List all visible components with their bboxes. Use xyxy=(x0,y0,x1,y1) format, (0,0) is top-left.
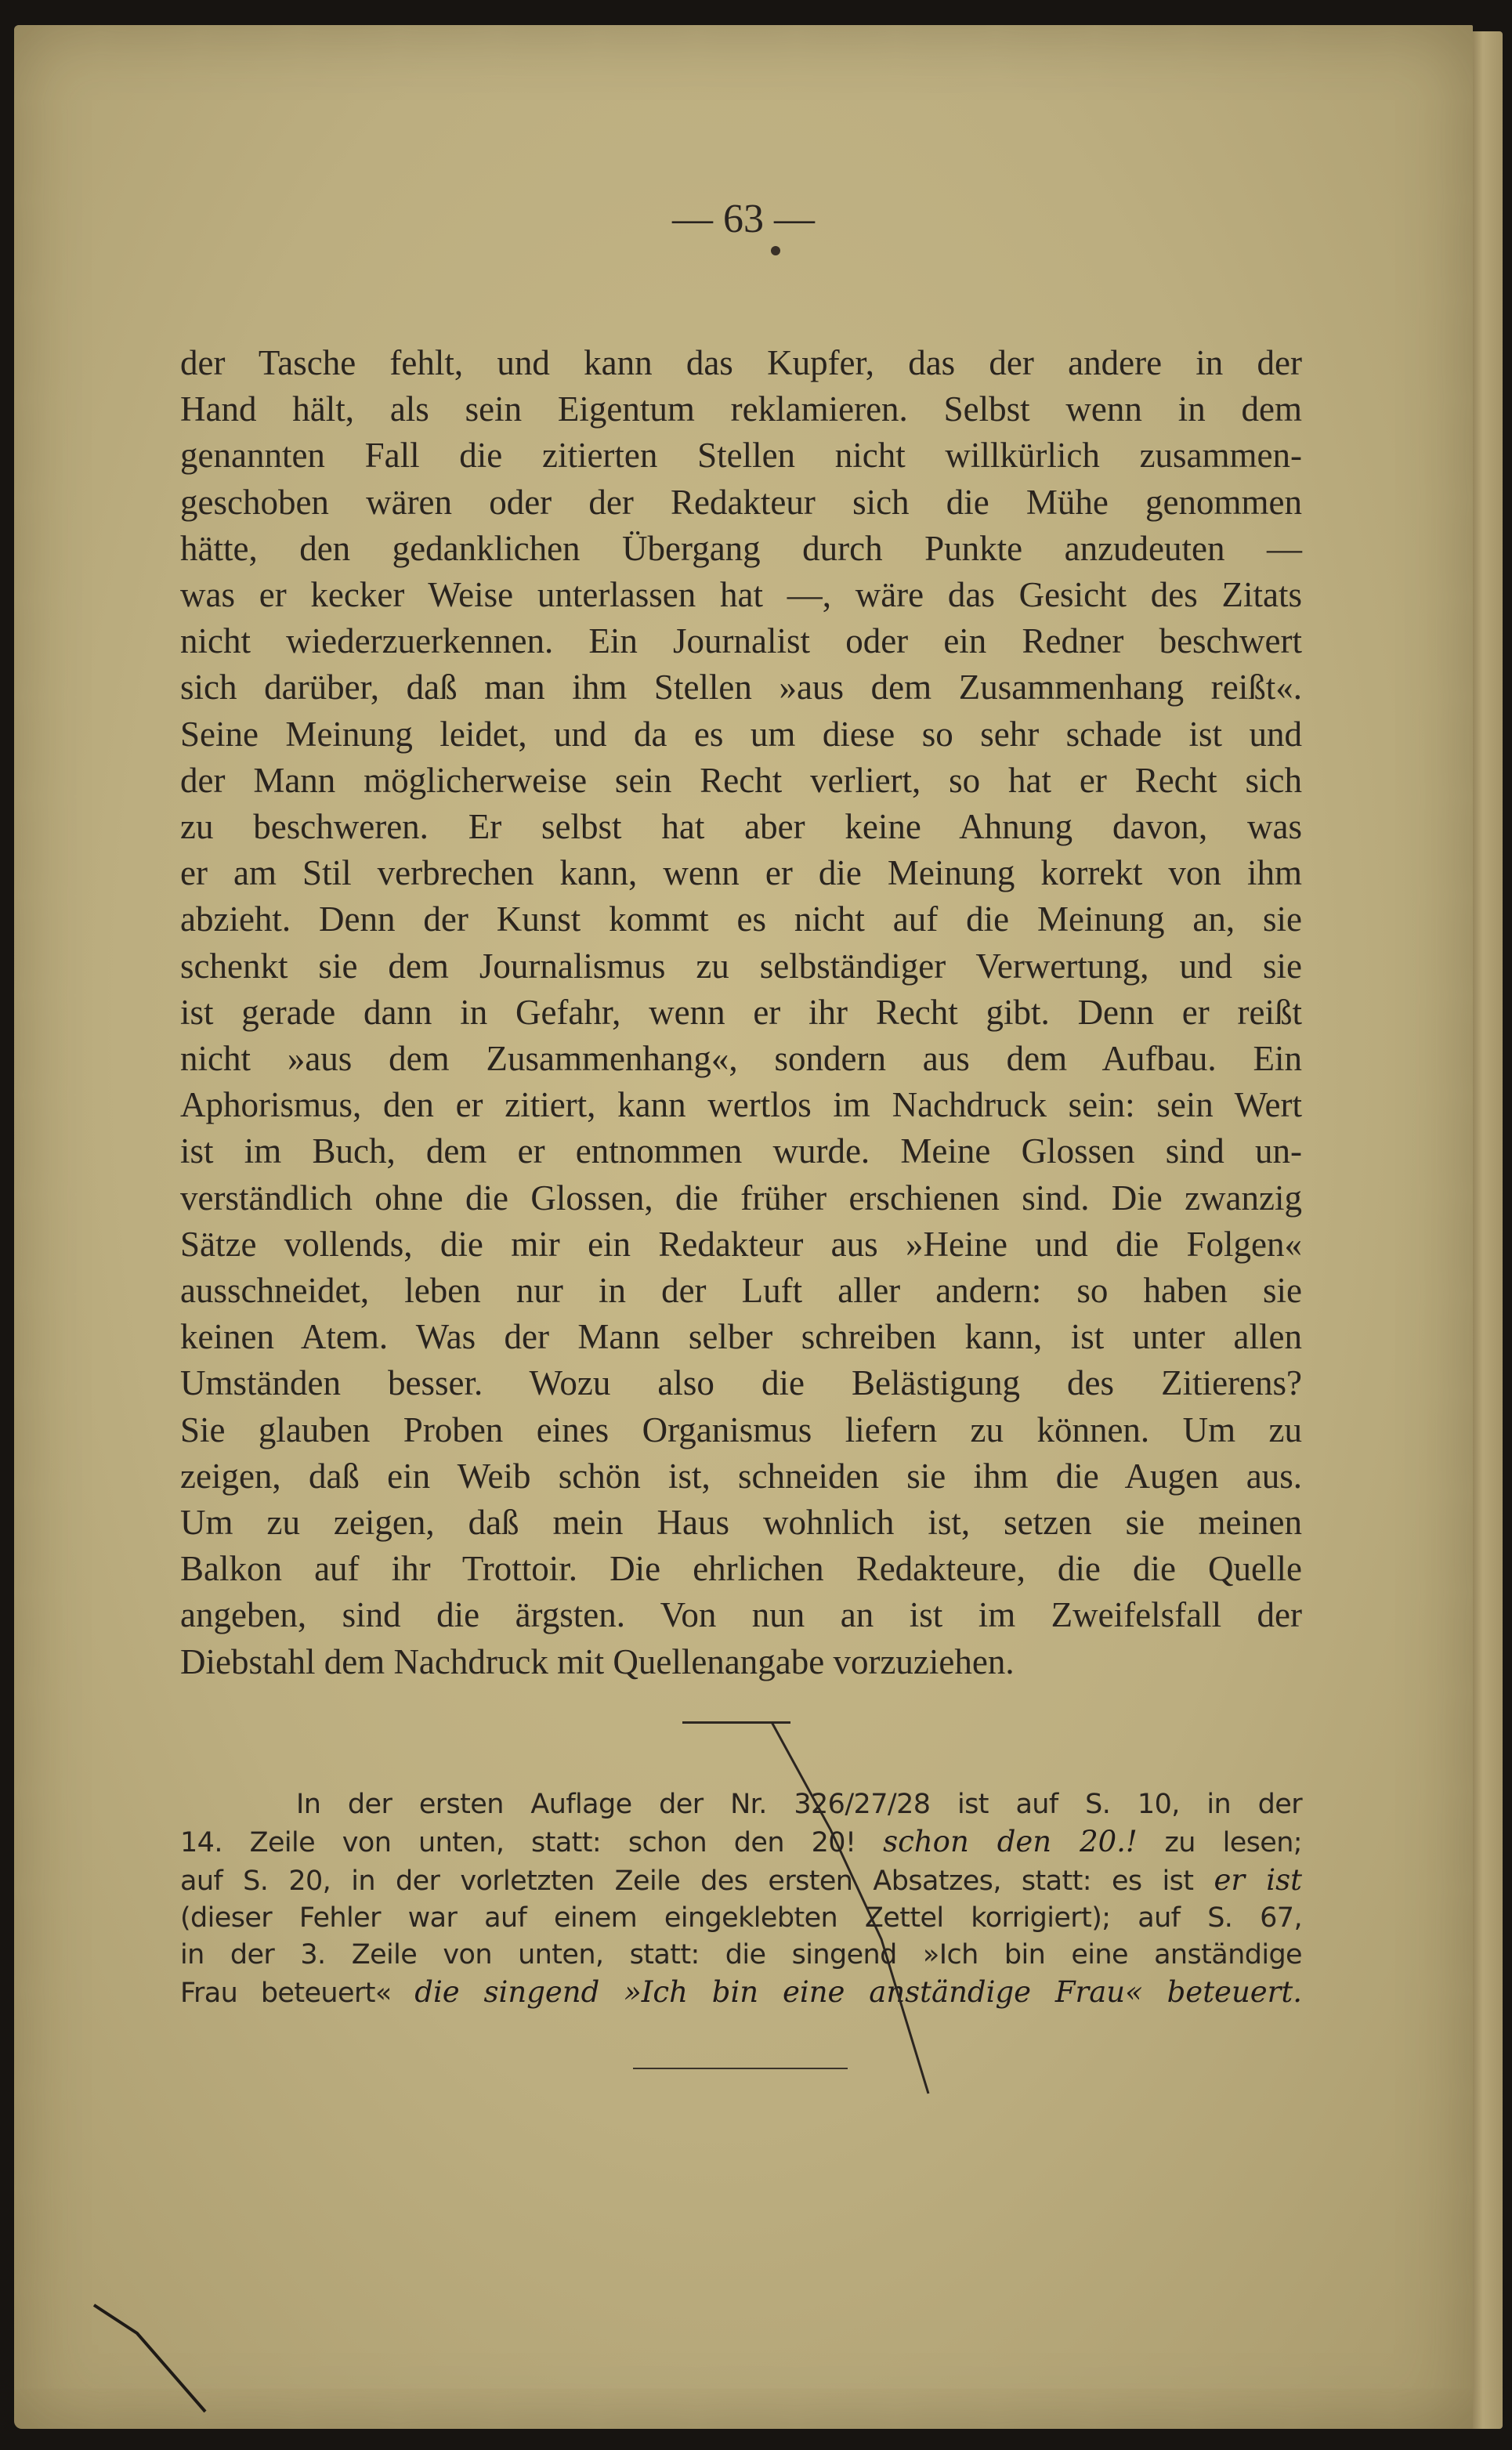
text-line: ausschneidet, leben nur in der Luft aller andern: so haben sie xyxy=(180,1271,1302,1311)
text-line: Aphorismus, den er zitiert, kann wertlos im Nachdruck sein: sein Wert xyxy=(180,1085,1302,1125)
text-line: zeigen, daß ein Weib schön ist, schneiden sie ihm die Augen aus. xyxy=(180,1456,1302,1496)
errata-line: (dieser Fehler war auf einem eingeklebten Zettel korrigiert); auf S. 67, xyxy=(180,1902,1302,1934)
handwritten-correction: die singend »Ich bin eine anständige Frau« beteuert. xyxy=(414,1975,1302,2009)
errata-line: In der ersten Auflage der Nr. 326/27/28 ist auf S. 10, in der xyxy=(296,1789,1302,1820)
text-line: keinen Atem. Was der Mann selber schreiben kann, ist unter allen xyxy=(180,1317,1302,1357)
text-line: Balkon auf ihr Trottoir. Die ehrlichen Redakteure, die die Quelle xyxy=(180,1549,1302,1589)
text-line: Umständen besser. Wozu also die Belästigung des Zitierens? xyxy=(180,1363,1302,1403)
text-line: schenkt sie dem Journalismus zu selbständiger Verwertung, und sie xyxy=(180,946,1302,986)
text-line: geschoben wären oder der Redakteur sich die Mühe genommen xyxy=(180,482,1302,522)
text-line: er am Stil verbrechen kann, wenn er die Meinung korrekt von ihm xyxy=(180,853,1302,893)
errata-text: auf S. 20, in der vorletzten Zeile des ersten Absatzes, statt: es ist xyxy=(180,1866,1214,1897)
errata-text: 14. Zeile von unten, statt: schon den 20! xyxy=(180,1827,884,1858)
text-line: Seine Meinung leidet, und da es um diese so sehr schade ist und xyxy=(180,714,1302,754)
text-line: Um zu zeigen, daß mein Haus wohnlich ist, setzen sie meinen xyxy=(180,1503,1302,1543)
text-line: Hand hält, als sein Eigentum reklamieren. Selbst wenn in dem xyxy=(180,389,1302,429)
page-number: — 63 — xyxy=(672,197,815,241)
handwritten-correction: er ist xyxy=(1214,1863,1302,1897)
text-line: was er kecker Weise unterlassen hat —, wäre das Gesicht des Zitats xyxy=(180,575,1302,615)
text-line: nicht wiederzuerkennen. Ein Journalist oder ein Redner beschwert xyxy=(180,621,1302,661)
text-line: Sie glauben Proben eines Organismus liefern zu können. Um zu xyxy=(180,1410,1302,1449)
errata-text: Frau beteuert« xyxy=(180,1978,415,2009)
errata-text: zu lesen; xyxy=(1137,1827,1302,1858)
handwritten-correction: schon den 20.! xyxy=(883,1825,1138,1858)
text-line: der Mann möglicherweise sein Recht verliert, so hat er Recht sich xyxy=(180,760,1302,800)
text-line: hätte, den gedanklichen Übergang durch Punkte anzudeuten — xyxy=(180,528,1302,568)
text-line: ist im Buch, dem er entnommen wurde. Meine Glossen sind un- xyxy=(180,1131,1302,1171)
text-line: ist gerade dann in Gefahr, wenn er ihr Recht gibt. Denn er reißt xyxy=(180,992,1302,1032)
text-line: sich darüber, daß man ihm Stellen »aus dem Zusammenhang reißt«. xyxy=(180,668,1302,707)
ink-dot xyxy=(771,246,780,255)
text-line: angeben, sind die ärgsten. Von nun an ist im Zweifelsfall der xyxy=(180,1595,1302,1635)
text-line: abzieht. Denn der Kunst kommt es nicht auf die Meinung an, sie xyxy=(180,899,1302,939)
pen-stroke-line xyxy=(772,1722,928,2094)
text-line: Diebstahl dem Nachdruck mit Quellenangabe vorzuziehen. xyxy=(180,1641,1015,1681)
text-line: verständlich ohne die Glossen, die früher erschienen sind. Die zwanzig xyxy=(180,1178,1302,1218)
text-line: nicht »aus dem Zusammenhang«, sondern aus dem Aufbau. Ein xyxy=(180,1039,1302,1079)
text-line: genannten Fall die zitierten Stellen nicht willkürlich zusammen- xyxy=(180,436,1302,476)
text-line: zu beschweren. Er selbst hat aber keine Ahnung davon, was xyxy=(180,807,1302,847)
text-line: der Tasche fehlt, und kann das Kupfer, das der andere in der xyxy=(180,343,1302,382)
errata-line: in der 3. Zeile von unten, statt: die singend »Ich bin eine anständige xyxy=(180,1939,1302,1970)
text-line: Sätze vollends, die mir ein Redakteur aus »Heine und die Folgen« xyxy=(180,1224,1302,1264)
corner-crease-mark xyxy=(94,2305,205,2412)
